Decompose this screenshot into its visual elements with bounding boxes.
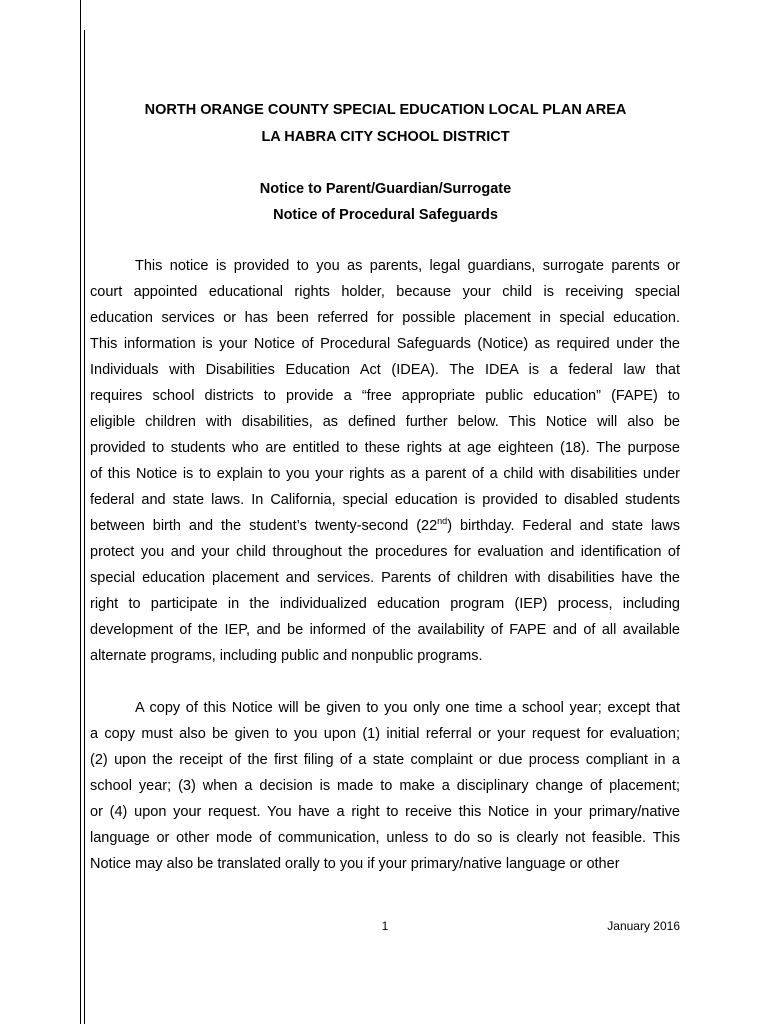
paragraph-copy-of-notice	[90, 695, 680, 877]
text-line: This information is your Notice of Procedural Safeguards (Notice) as required under the	[90, 336, 680, 352]
text-line: right to participate in the individualized education program (IEP) process, including	[90, 596, 680, 612]
text-line: or (4) upon your request. You have a right to receive this Notice in your primary/native	[90, 804, 680, 820]
text-line: Individuals with Disabilities Education Act (IDEA). The IDEA is a federal law that	[90, 362, 680, 378]
text-line: protect you and your child throughout the procedures for evaluation and identification of	[90, 544, 680, 560]
text-line: education services or has been referred for possible placement in special education.	[90, 310, 680, 326]
text-segment: ) birthday. Federal and state laws	[447, 518, 680, 534]
text-line: a copy must also be given to you upon (1) initial referral or your request for evaluation;	[90, 726, 680, 742]
text-line: eligible children with disabilities, as defined further below. This Notice will also be	[90, 414, 680, 430]
text-line: court appointed educational rights holder, because your child is receiving special	[90, 284, 680, 300]
text-line: of this Notice is to explain to you your rights as a parent of a child with disabilities under	[90, 466, 680, 482]
text-line: Notice may also be translated orally to you if your primary/native language or other	[90, 856, 620, 872]
text-line: provided to students who are entitled to these rights at age eighteen (18). The purpose	[90, 440, 680, 456]
document-title-selpa: NORTH ORANGE COUNTY SPECIAL EDUCATION LOCAL PLAN AREA	[144, 102, 627, 118]
document-title-district: LA HABRA CITY SCHOOL DISTRICT	[261, 129, 510, 145]
page-border-line-outer	[80, 0, 81, 1024]
text-line: A copy of this Notice will be given to you only one time a school year; except that	[135, 700, 680, 716]
text-line: special education placement and services. Parents of children with disabilities have the	[90, 570, 680, 586]
text-line: federal and state laws. In California, special education is provided to disabled students	[90, 492, 680, 508]
document-subtitle-safeguards: Notice of Procedural Safeguards	[273, 207, 498, 223]
ordinal-superscript: nd	[437, 516, 448, 526]
text-line: requires school districts to provide a “free appropriate public education” (FAPE) to	[90, 388, 680, 404]
paragraph-introduction	[90, 253, 680, 669]
text-line: development of the IEP, and be informed of the availability of FAPE and of all available	[90, 622, 680, 638]
text-line: (2) upon the receipt of the first filing of a state complaint or due process compliant in a	[90, 752, 680, 768]
text-segment: between birth and the student’s twenty-second (22	[90, 518, 438, 534]
text-line: alternate programs, including public and nonpublic programs.	[90, 648, 483, 664]
document-subtitle-notice: Notice to Parent/Guardian/Surrogate	[259, 181, 512, 197]
text-line: school year; (3) when a decision is made to make a disciplinary change of placement;	[90, 778, 680, 794]
text-line: language or other mode of communication, unless to do so is clearly not feasible. This	[90, 830, 680, 846]
text-line	[90, 513, 680, 539]
footer-date: January 2016	[607, 919, 680, 933]
text-line: This notice is provided to you as parents, legal guardians, surrogate parents or	[135, 258, 680, 274]
page-number: 1	[381, 919, 389, 933]
